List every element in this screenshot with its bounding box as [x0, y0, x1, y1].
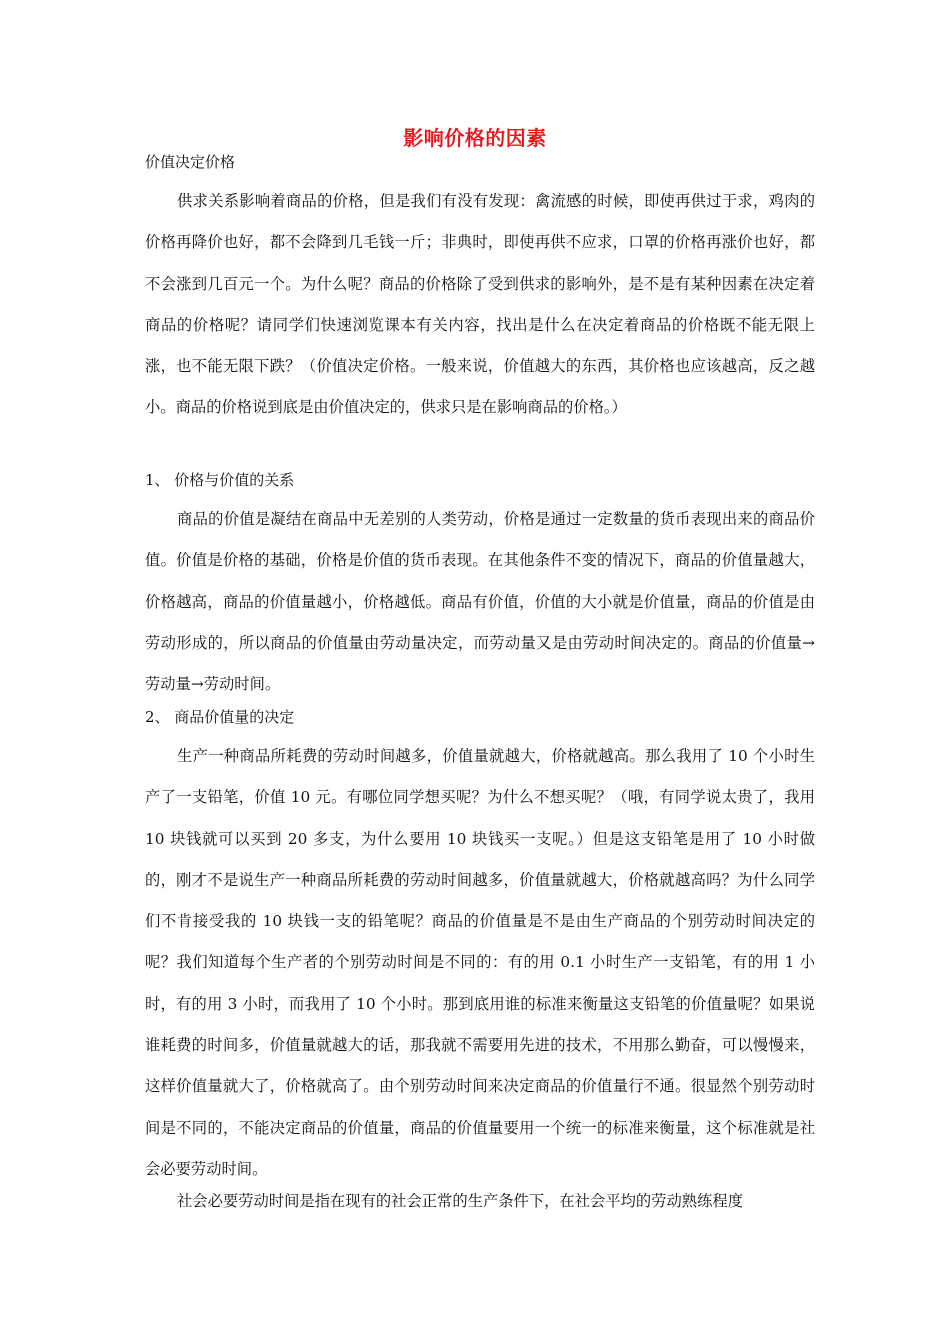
subheading-price-value-relation: 1、 价格与价值的关系: [145, 471, 295, 489]
section-heading: 价值决定价格: [145, 153, 236, 171]
paragraph-value-determination: 生产一种商品所耗费的劳动时间越多，价值量就越大，价格就越高。那么我用了 10 个小时生产了一支铅笔，价值 10 元。有哪位同学想买呢？为什么不想买呢？（哦，有同学说太贵了，我用 10 块钱就可以买到 20 多支，为什么要用 10 块钱买一支呢。）但是这支铅笔是用了 10 小时做的，刚才不是说生产一种商品所耗费的劳动时间越多，价值量就越大，价格就越高吗？为什么同学们不肯接受我的 10 块钱一支的铅笔呢？商品的价值量是不是由生产商品的个别劳动时间决定的呢？我们知道每个生产者的个别劳动时间是不同的：有的用 0.1 小时生产一支铅笔，有的用 1 小时，有的用 3 小时，而我用了 10 个小时。那到底用谁的标准来衡量这支铅笔的价值量呢？如果说谁耗费的时间多，价值量就越大的话，那我就不需要用先进的技术，不用那么勤奋，可以慢慢来，这样价值量就大了，价格就高了。由个别劳动时间来决定商品的价值量行不通。很显然个别劳动时间是不同的，不能决定商品的价值量，商品的价值量要用一个统一的标准来衡量，这个标准就是社会必要劳动时间。: [145, 747, 815, 1178]
paragraph-social-labor-time: 社会必要劳动时间是指在现有的社会正常的生产条件下，在社会平均的劳动熟练程度: [177, 1192, 743, 1210]
subheading-value-determination: 2、 商品价值量的决定: [145, 708, 295, 726]
intro-paragraph: 供求关系影响着商品的价格，但是我们有没有发现：禽流感的时候，即使再供过于求，鸡肉的价格再降价也好，都不会降到几毛钱一斤；非典时，即使再供不应求，口罩的价格再涨价也好，都不会涨到几百元一个。为什么呢？商品的价格除了受到供求的影响外，是不是有某种因素在决定着商品的价格呢？请同学们快速浏览课本有关内容，找出是什么在决定着商品的价格既不能无限上涨，也不能无限下跌？（价值决定价格。一般来说，价值越大的东西，其价格也应该越高，反之越小。商品的价格说到底是由价值决定的，供求只是在影响商品的价格。）: [145, 192, 815, 417]
document-title: 影响价格的因素: [403, 126, 547, 150]
paragraph-price-value-relation: 商品的价值是凝结在商品中无差别的人类劳动，价格是通过一定数量的货币表现出来的商品价值。价值是价格的基础，价格是价值的货币表现。在其他条件不变的情况下，商品的价值量越大，价格越高，商品的价值量越小，价格越低。商品有价值，价值的大小就是价值量，商品的价值是由劳动形成的，所以商品的价值量由劳动量决定，而劳动量又是由劳动时间决定的。商品的价值量→劳动量→劳动时间。: [145, 510, 815, 694]
